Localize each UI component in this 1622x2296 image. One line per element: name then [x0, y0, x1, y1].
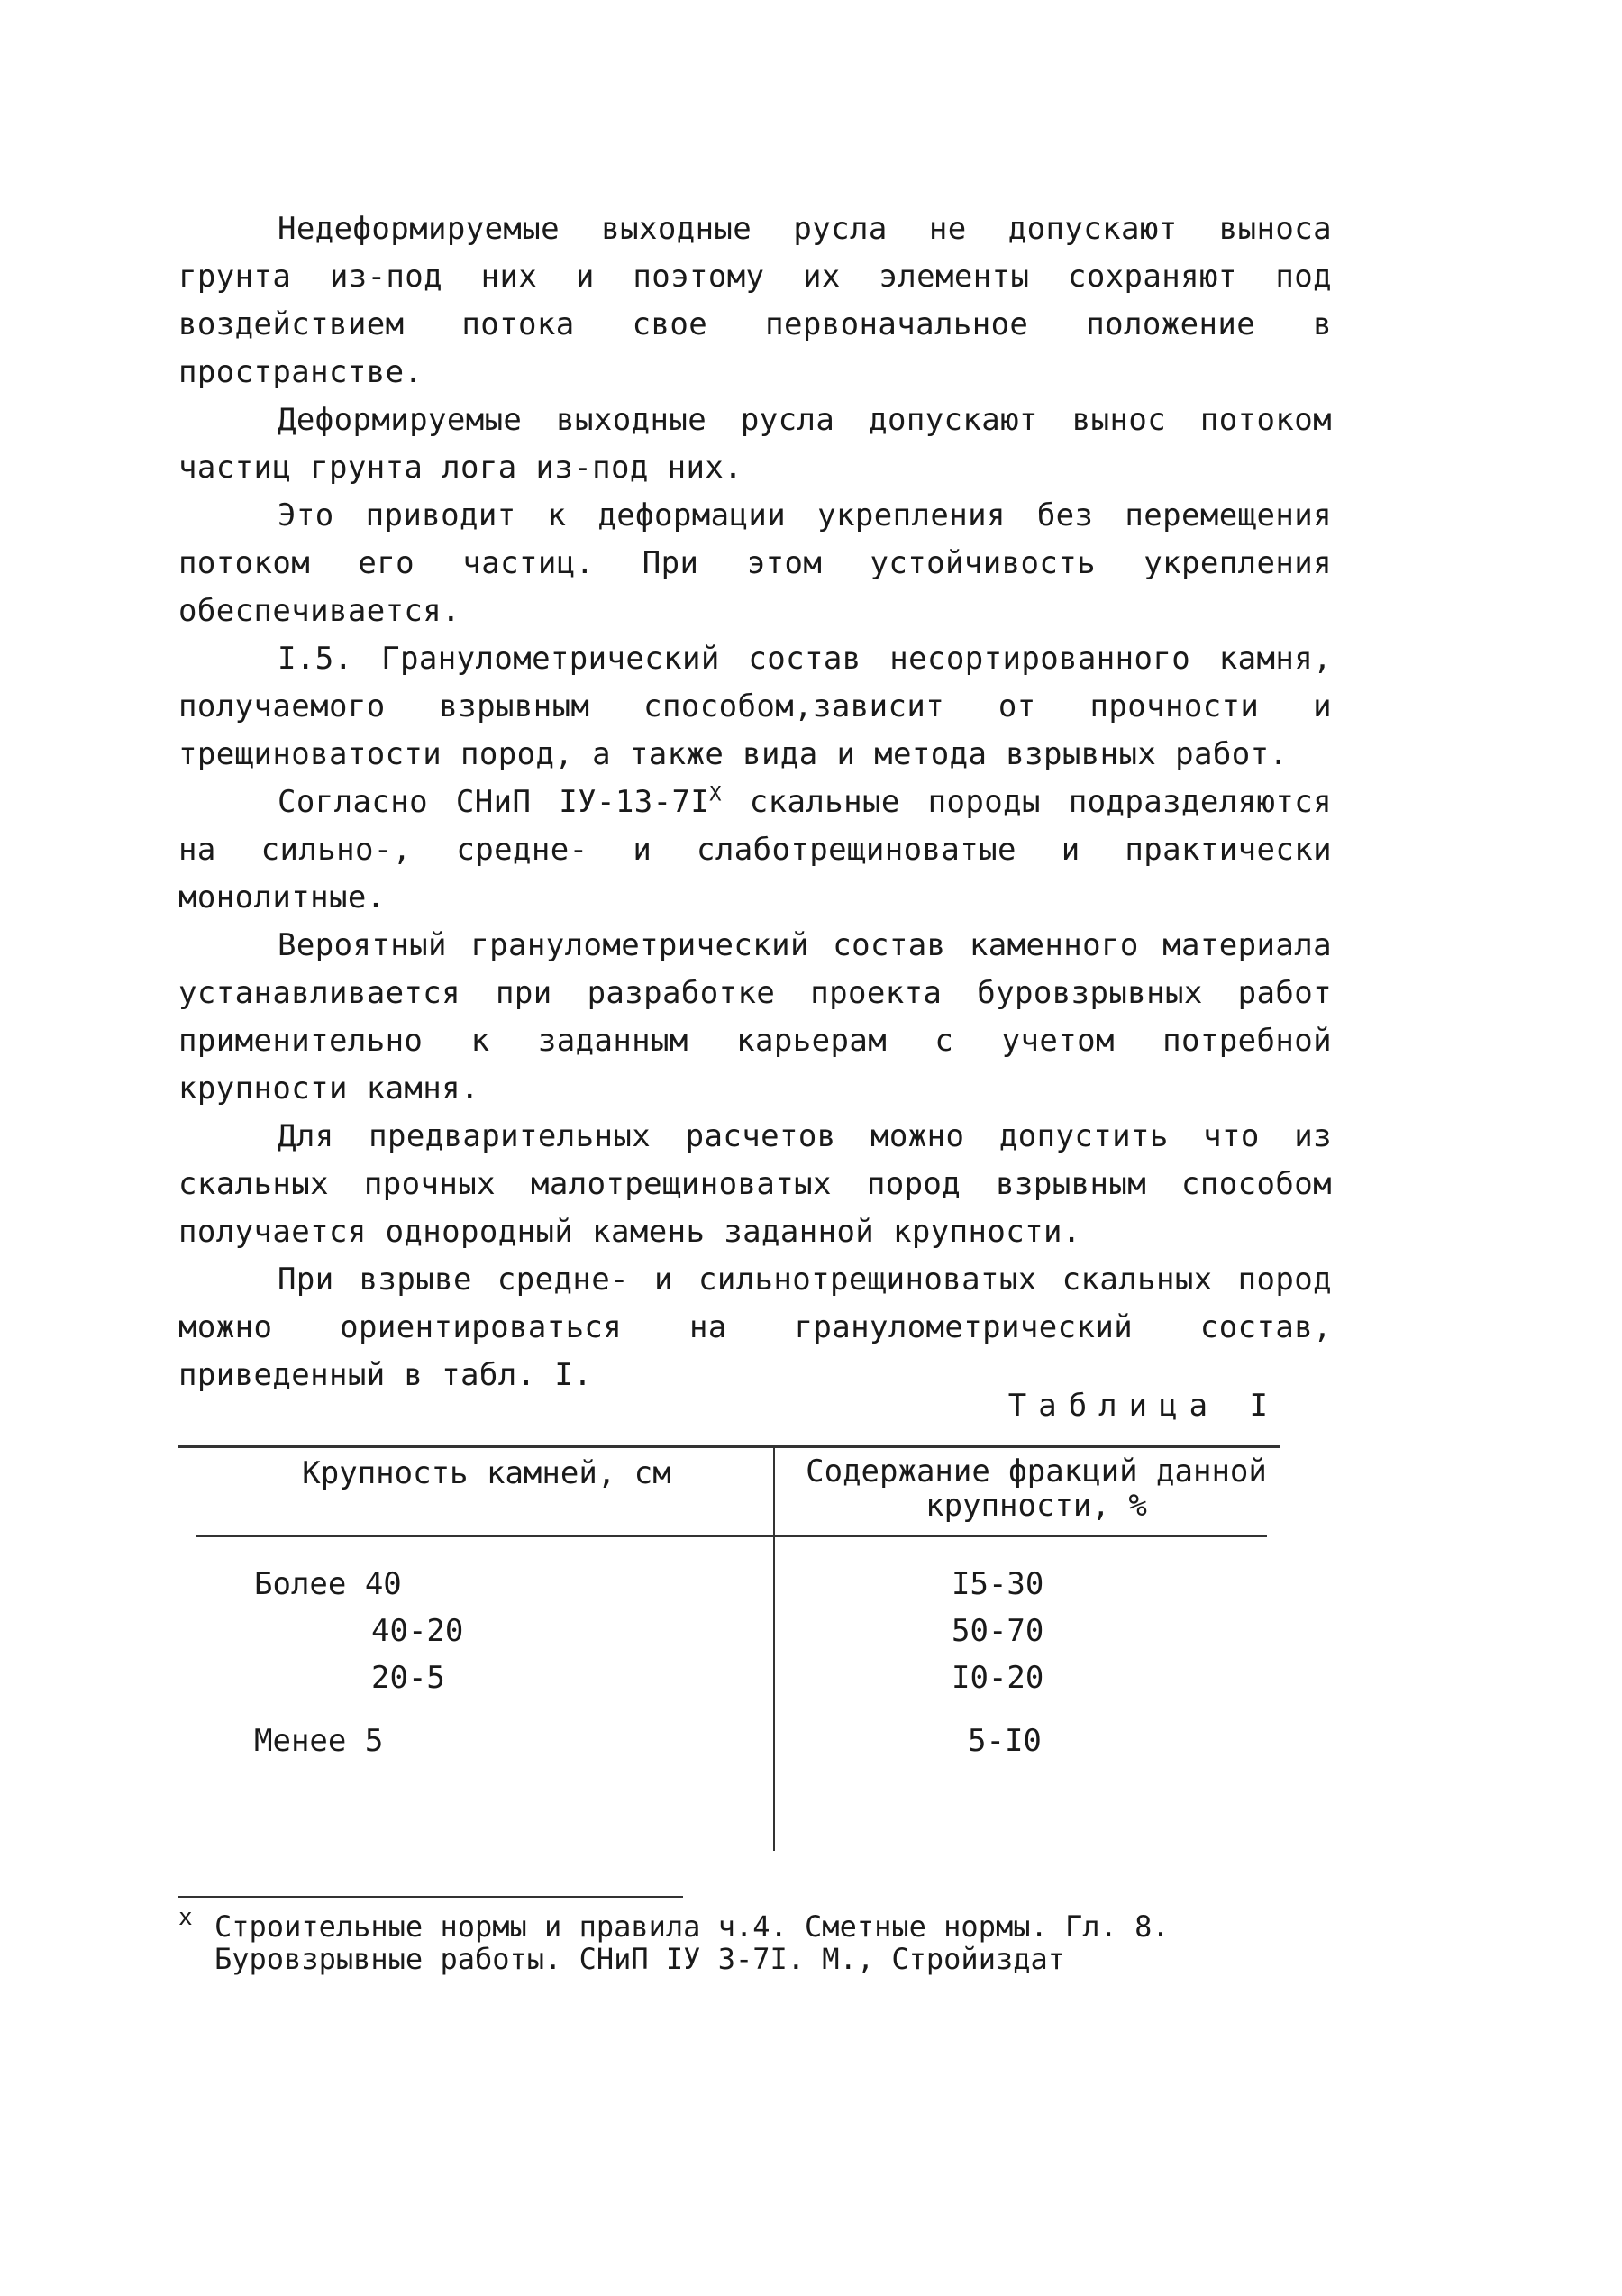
paragraph-4: I.5. Гранулометрический состав несортированного камня, получаемого взрывным способом,зависит от прочности и трещиноватости пород, а также вида и метода взрывных работ. — [178, 641, 1332, 772]
paragraph-7: Для предварительных расчетов можно допустить что из скальных прочных малотрещиноватых пород взрывным способом получается однородный камень заданной крупности. — [178, 1118, 1332, 1250]
snip-text-before: Согласно СНиП IУ-13-7I — [278, 784, 710, 820]
table-cell-size: 20-5 — [371, 1660, 445, 1696]
table-cell-content: I5-30 — [952, 1566, 1044, 1602]
footnote-separator — [178, 1896, 683, 1898]
table-caption: Таблица I — [1007, 1388, 1280, 1424]
table-cell-content: 50-70 — [952, 1613, 1044, 1649]
footnote-mark: x — [178, 1904, 193, 1931]
footnote-text: Строительные нормы и правила ч.4. Сметные нормы. Гл. 8. Буровзрывные работы. СНиП IУ 3-7I. М., Стройиздат — [214, 1909, 1170, 1976]
footnote-reference: X — [709, 783, 722, 806]
body-text — [178, 205, 1332, 1399]
table-cell-content: I0-20 — [952, 1660, 1044, 1696]
paragraph-2: Деформируемые выходные русла допускают вынос потоком частиц грунта лога из-под них. — [178, 402, 1332, 486]
paragraph-6: Вероятный гранулометрический состав каменного материала устанавливается при разработке проекта буровзрывных работ применительно к заданным карьерам с учетом потребной крупности камня. — [178, 927, 1332, 1107]
table-cell-size: Более 40 — [254, 1566, 402, 1602]
snip-text-after: скальные породы подразделяются на сильно-, средне- и слаботрещиноватые и практически монолитные. — [178, 784, 1332, 916]
footnote — [178, 1904, 1314, 1976]
paragraph-3: Это приводит к деформации укрепления без перемещения потоком его частиц. При этом устойчивость укрепления обеспечивается. — [178, 497, 1332, 629]
table-cell-size: Менее 5 — [254, 1723, 384, 1759]
column-header-size: Крупность камней, см — [302, 1455, 671, 1491]
paragraph-8: При взрыве средне- и сильнотрещиноватых скальных пород можно ориентироваться на гранулометрический состав, приведенный в табл. I. — [178, 1262, 1332, 1393]
paragraph-1: Недеформируемые выходные русла не допускают выноса грунта из-под них и поэтому их элементы сохраняют под воздействием потока свое первоначальное положение в пространстве. — [178, 211, 1332, 390]
table-top-rule — [178, 1445, 1280, 1448]
table-header-rule — [196, 1535, 1267, 1537]
table-cell-size: 40-20 — [371, 1613, 464, 1649]
column-header-content: Содержание фракций данной крупности, % — [806, 1453, 1267, 1524]
table-cell-content: 5-I0 — [968, 1723, 1042, 1759]
paragraph-snip — [178, 779, 1332, 922]
table-column-divider — [773, 1445, 775, 1851]
